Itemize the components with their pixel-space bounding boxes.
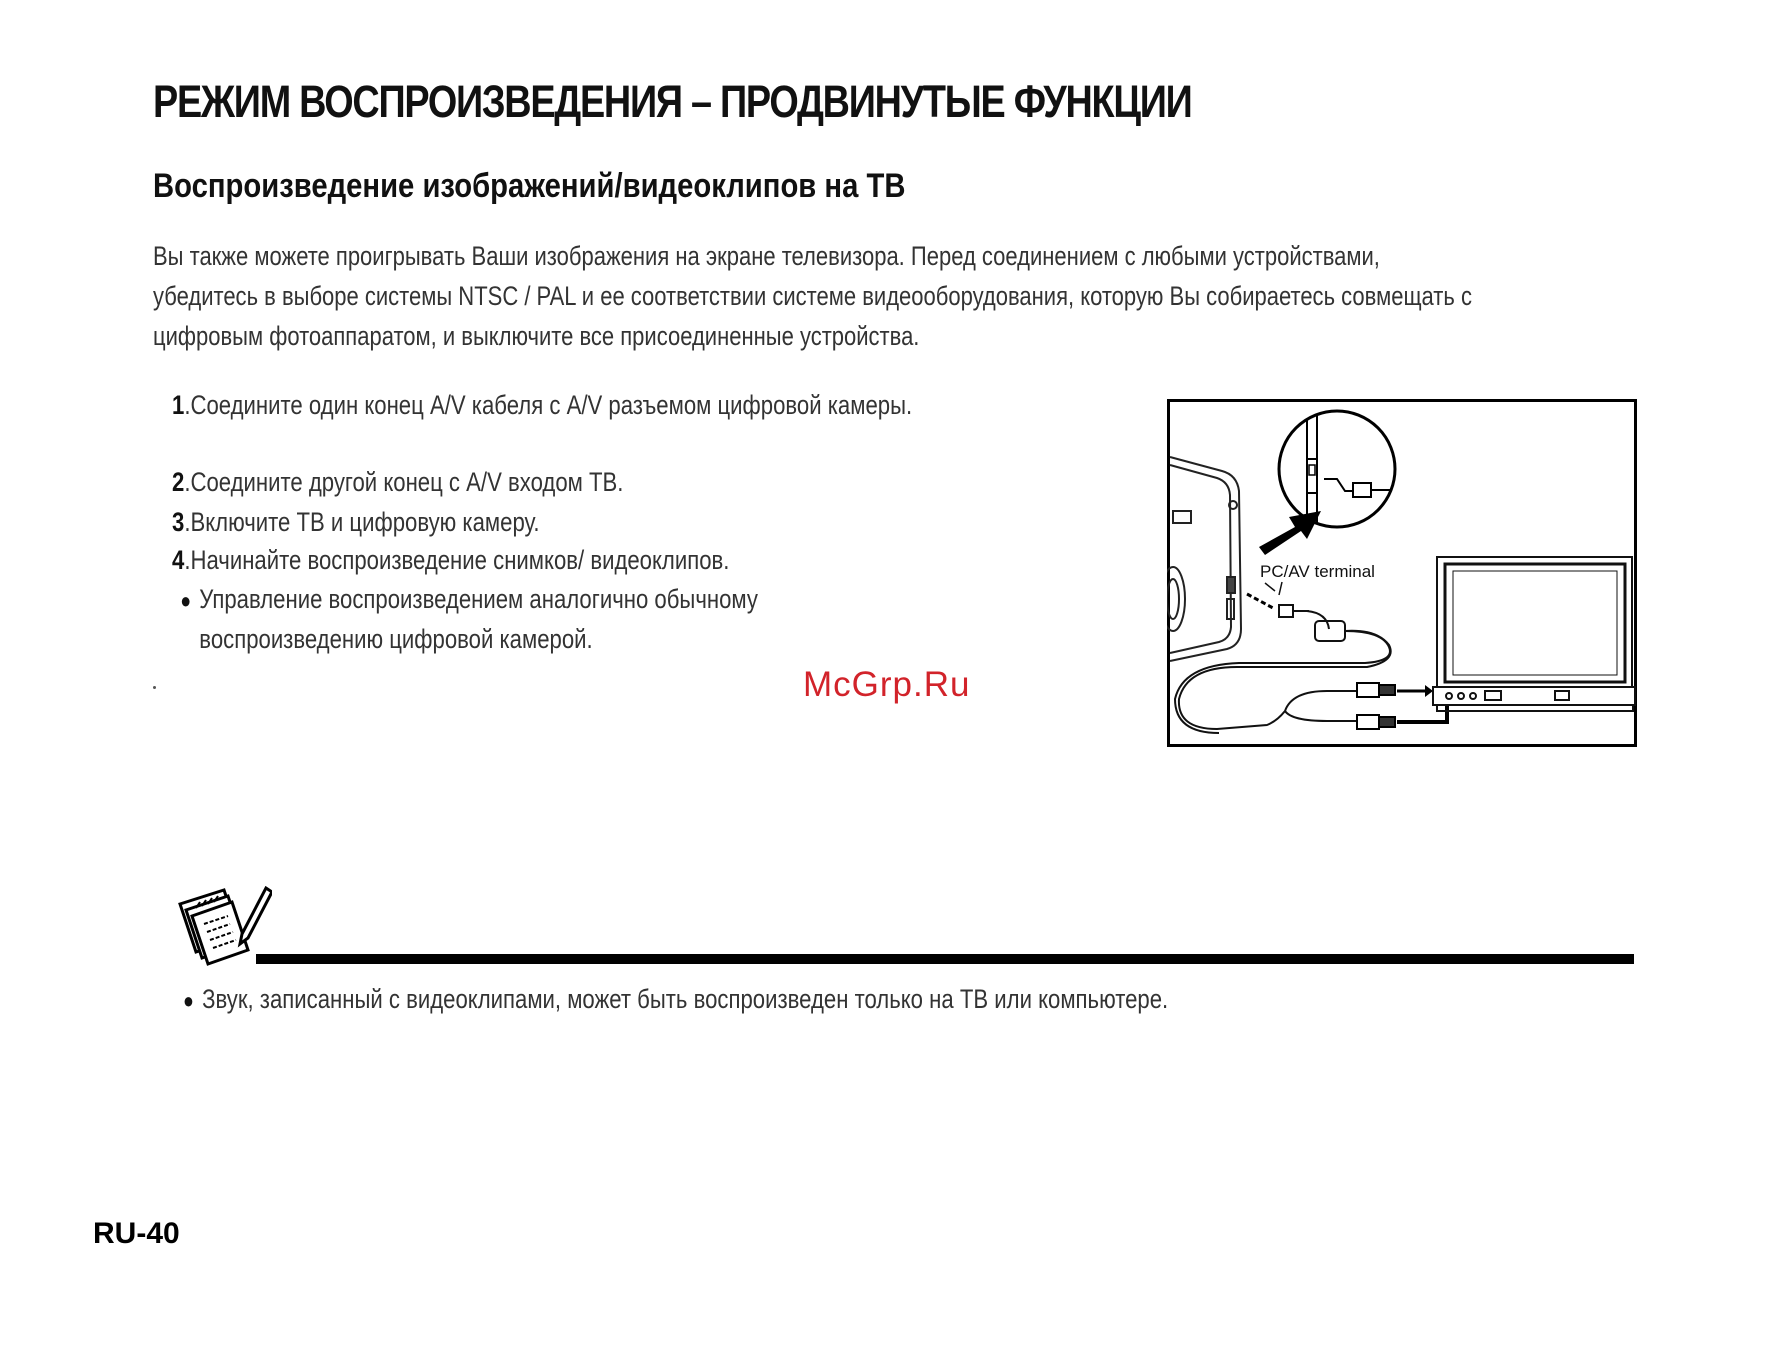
step-bullet (180, 584, 758, 615)
step-number: 2 (172, 467, 185, 497)
note-text: Звук, записанный с видеоклипами, может быть воспроизведен только на ТВ или компьютере. (202, 984, 1169, 1014)
step-bullet-line: Управление воспроизведением аналогично обычному (199, 584, 758, 614)
section-subtitle: Воспроизведение изображений/видеоклипов на ТВ (153, 167, 906, 205)
terminal-label: PC/AV terminal (1260, 562, 1375, 581)
bullet-icon: ● (180, 588, 192, 613)
page-title: РЕЖИМ ВОСПРОИЗВЕДЕНИЯ – ПРОДВИНУТЫЕ ФУНКЦИИ (153, 76, 1192, 127)
step-item (172, 390, 912, 421)
pencil-icon (240, 888, 272, 944)
note-divider (256, 954, 1634, 964)
intro-line: Вы также можете проигрывать Ваши изображения на экране телевизора. Перед соединением с любыми устройствами, (153, 241, 1380, 271)
bullet-icon: ● (183, 988, 194, 1013)
watermark: McGrp.Ru (803, 665, 971, 704)
step-number: 4 (172, 545, 185, 575)
step-text: .Соедините один конец A/V кабеля с A/V разъемом цифровой камеры. (184, 390, 913, 420)
step-bullet-continuation (180, 624, 592, 655)
intro-line: цифровым фотоаппаратом, и выключите все присоединенные устройства. (153, 321, 920, 351)
step-bullet-line: воспроизведению цифровой камерой. (199, 624, 593, 654)
step-item (172, 545, 729, 576)
intro-line: убедитесь в выборе системы NTSC / PAL и ее соответствии системе видеооборудования, которую Вы собираетесь совмещать с (153, 281, 1472, 311)
step-number: 1 (172, 390, 185, 420)
step-text: .Включите ТВ и цифровую камеру. (184, 507, 540, 537)
tv-connection-illustration (1167, 399, 1637, 747)
step-text: .Соедините другой конец с A/V входом ТВ. (184, 467, 624, 497)
note-item (183, 984, 1168, 1015)
stray-dot (153, 686, 156, 689)
step-item (172, 467, 623, 498)
step-item (172, 507, 540, 538)
step-text: .Начинайте воспроизведение снимков/ видеоклипов. (184, 545, 730, 575)
intro-paragraph (153, 236, 1620, 356)
step-number: 3 (172, 507, 185, 537)
page-number: RU-40 (93, 1217, 180, 1250)
